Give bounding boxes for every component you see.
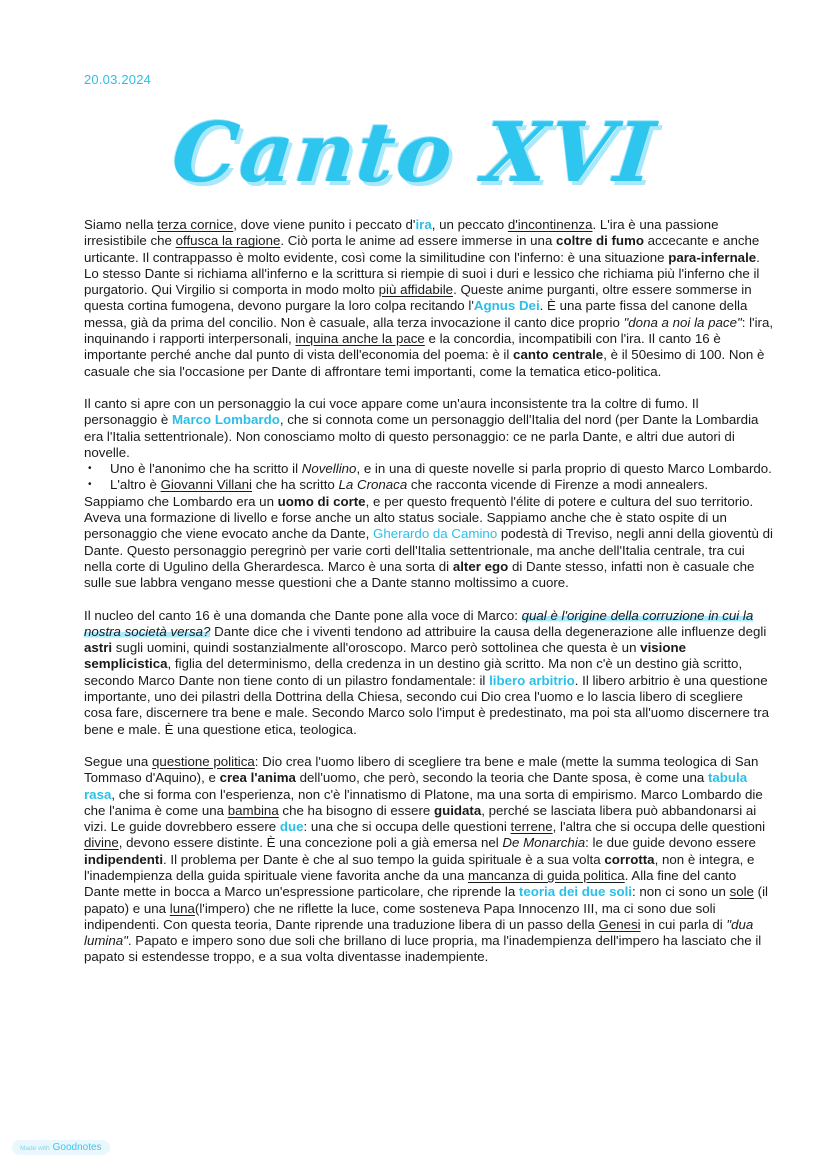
highlighted-question: qual è l'origine della corruzione in cui la nostra società versa? — [84, 607, 754, 639]
text: . Lo stesso Dante si richiama all'inferno e la scrittura si riempie di suoi i duri e lessico che richiama più l'inferno che il purgatorio. Qui Virgilio si comporta in modo molto — [84, 249, 760, 298]
goodnotes-brand: Goodnotes — [52, 1142, 102, 1153]
text: Siamo nella — [84, 217, 158, 232]
text: accecante e anche urticante. Il contrappasso è molto evidente, così come la similitudine con l'inferno: è una situazione — [84, 233, 760, 265]
bold-visione: visione semplicistica — [84, 640, 686, 672]
text: (l'impero) che ne riflette la luce, come sosteneva Papa Innocenzo III, ma ci sono due soli indipendenti. Con questa teoria, Dante riprende una traduzione libera di un passo della — [84, 900, 716, 932]
text: che ha scritto — [252, 477, 339, 493]
text: . L'ira è una passione irresistibile che — [84, 217, 719, 249]
text: Uno è l'anonimo che ha scritto il — [110, 461, 302, 477]
text: , un peccato — [431, 217, 508, 232]
text: che ha bisogno di essere — [278, 802, 434, 818]
text: e la concordia, incompatibili con l'ira. Il canto 16 è importante perché anche dal punto di vista dell'economia del poema: è il — [84, 331, 721, 363]
keyword-marco-lombardo: Marco Lombardo — [171, 412, 280, 428]
underline-genesi: Genesi — [598, 916, 641, 932]
bullet-list — [84, 461, 774, 494]
spacer — [84, 592, 774, 608]
quote-dona-pace: "dona a noi la pace" — [623, 314, 742, 330]
spacer — [84, 380, 774, 396]
bold-alter-ego: alter ego — [452, 558, 509, 574]
underline-inquina: inquina anche la pace — [295, 331, 425, 347]
goodnotes-badge — [12, 1140, 110, 1155]
list-item — [84, 477, 774, 493]
title-area — [0, 98, 828, 208]
text: , non è integra, e l'inadempienza della guida spirituale viene favorita anche da una — [84, 851, 755, 883]
text: sugli uomini, quindi sostanzialmente all'oroscopo. Marco però sottolinea che questa è un — [112, 640, 641, 656]
text: , l'altra che si occupa delle questioni — [552, 819, 766, 835]
text: . Queste anime purganti, oltre essere sommerse in questa cortina fumogena, devono purgare la loro colpa recitando l' — [84, 282, 752, 314]
text: : le due guide devono essere — [585, 835, 756, 851]
text: che racconta vicende di Firenze a modi annealers. — [407, 477, 709, 493]
underline-questione-politica: questione politica — [152, 753, 255, 769]
underline-affidabile: più affidabile — [378, 282, 454, 298]
made-with-label: Made with — [20, 1145, 50, 1152]
list-item — [84, 461, 774, 477]
bold-coltre-di-fumo: coltre di fumo — [556, 233, 644, 249]
text: , che si connota come un personaggio dell'Italia del nord (per Dante la Lombardia era l'Italia settentrionale). Non conosciamo molto di questo personaggio: ce ne parla Dante, e altri due autori di novelle. — [84, 412, 759, 460]
note-date: 20.03.2024 — [84, 72, 152, 87]
bold-uomo-di-corte: uomo di corte — [277, 493, 366, 509]
bold-crea-anima: crea l'anima — [219, 770, 296, 786]
text: , devono essere distinte. È una concezione poli a già emersa nel — [118, 835, 503, 851]
quote-dua-lumina: "dua lumina" — [84, 916, 754, 949]
underline-luna: luna — [169, 900, 195, 916]
keyword-teoria-due-soli: teoria dei due soli — [518, 884, 632, 900]
italic-novellino: Novellino — [301, 461, 357, 477]
bold-guidata: guidata — [433, 802, 482, 818]
text: L'altro è — [110, 477, 161, 493]
bold-indipendenti: indipendenti — [84, 851, 164, 867]
text: : una che si occupa delle questioni — [303, 819, 511, 835]
text: , e in una di queste novelle si parla proprio di questo Marco Lombardo. — [356, 461, 772, 477]
paragraph-politica — [84, 754, 774, 966]
keyword-gherardo: Gherardo da Camino — [373, 526, 498, 542]
underline-sole: sole — [729, 884, 754, 900]
keyword-due: due — [279, 819, 304, 835]
italic-cronaca: La Cronaca — [338, 477, 408, 493]
text: . Il libero arbitrio è una questione importante, uno dei pilastri della Dottrina della Chiesa, secondo cui Dio crea l'uomo e lo lascia libero di scegliere cosa fare, discernere tra bene e male. Secondo Marco solo l'imput è predestinato, ma poi sta all'uomo discernere tra bene e male. È una questione etica, teologica. — [84, 672, 770, 737]
text: Il nucleo del canto 16 è una domanda che Dante pone alla voce di Marco: — [84, 607, 522, 623]
underline-offusca: offusca la ragione — [175, 233, 281, 249]
keyword-agnus-dei: Agnus Dei — [473, 298, 540, 314]
text: (il papato) e una — [84, 884, 768, 916]
bold-astri: astri — [84, 640, 113, 656]
text: : non ci sono un — [631, 884, 730, 900]
text: Il canto si apre con un personaggio la cui voce appare come un'aura inconsistente tra la coltre di fumo. Il personaggio è — [84, 395, 699, 428]
text: . Papato e impero sono due soli che brillano di luce propria, ma l'inadempienza dell'impero ha lasciato che il papato si estendesse troppo, e a sua volta diventasse inadempiente. — [84, 933, 762, 965]
paragraph-nucleo — [84, 608, 774, 738]
paragraph-lombardo — [84, 494, 774, 592]
underline-terrene: terrene — [510, 819, 553, 835]
text: podestà di Treviso, negli anni della gioventù di Dante. Questo personaggio peregrinò per varie corti dell'Italia settentrionale, ma anche dell'Italia centrale, tra cui nella corte di Ugulino della Gherardesca. Marco è una sorta di — [84, 526, 773, 574]
bold-corrotta: corrotta — [604, 851, 655, 867]
underline-incontinenza: d'incontinenza — [507, 217, 593, 232]
text: : Dio crea l'uomo libero di scegliere tra bene e male (mette la summa teologica di San Tommaso d'Aquino), e — [84, 753, 759, 786]
bold-para-infernale: para-infernale — [668, 249, 757, 265]
text: , è il 50esimo di 100. Non è casuale che sia l'occasione per Dante di affrontare temi importanti, come la tematica etico-politica. — [84, 347, 765, 379]
text: Dante dice che i viventi tendono ad attribuire la causa della degenerazione alle influenze degli — [210, 623, 767, 639]
text: , che si forma con l'esperienza, non c'è l'innatismo di Platone, ma una sorta di empirismo. Marco Lombardo die che l'anima è come una — [84, 786, 763, 818]
page-title: Canto XVI — [167, 105, 661, 201]
text: . Il problema per Dante è che al suo tempo la guida spirituale è a sua volta — [163, 851, 605, 867]
note-body — [84, 217, 774, 966]
underline-divine: divine — [84, 835, 119, 851]
text: in cui parla di — [640, 916, 727, 932]
underline-villani: Giovanni Villani — [160, 477, 253, 493]
text: . Alla fine del canto Dante mette in bocca a Marco un'espressione particolare, che riprende la — [84, 867, 737, 900]
paragraph-intro — [84, 217, 774, 380]
text: , figlia del determinismo, della credenza in un destino già scritto. Ma non c'è un destino già scritto, secondo Marco Dante non tiene conto di un pilastro fondamentale: il — [84, 656, 743, 688]
bold-canto-centrale: canto centrale — [513, 347, 604, 363]
text: , e per questo frequentò l'élite di potere e cultura del suo territorio. Aveva una formazione di livello e forse anche un alto status sociale. Sappiamo anche che è stato ospite di un personaggio che viene evocato anche da Dante, — [84, 493, 754, 542]
text: : l'ira, inquinando i rapporti interpersonali, — [84, 314, 774, 347]
text: . È una parte fissa del canone della messa, già da prima del concilio. Non è casuale, alla terza invocazione il canto dice proprio — [84, 298, 748, 330]
underline-bambina: bambina — [227, 802, 279, 818]
keyword-ira: ira — [415, 217, 432, 232]
underline-mancanza-guida: mancanza di guida politica — [467, 867, 625, 883]
text: , dove viene punito i peccato d' — [233, 217, 416, 232]
keyword-tabula-rasa: tabula rasa — [84, 770, 748, 802]
text: , perché se lasciata libera può abbandonarsi ai vizi. Le guide dovrebbero essere — [84, 802, 757, 835]
text: dell'uomo, che però, secondo la teoria che Dante sposa, è come una — [295, 770, 708, 786]
text: di Dante stesso, infatti non è casuale che sulle sue labbra vengano messe questioni che a Dante stanno moltissimo a cuore. — [84, 558, 755, 591]
paragraph-marco — [84, 396, 774, 461]
text: Sappiamo che Lombardo era un — [84, 493, 278, 509]
spacer — [84, 738, 774, 754]
text: Segue una — [84, 753, 153, 769]
italic-de-monarchia: De Monarchia — [502, 835, 586, 851]
text: . Ciò porta le anime ad essere immerse in una — [280, 233, 557, 249]
keyword-libero-arbitrio: libero arbitrio — [489, 672, 575, 688]
underline-terza-cornice: terza cornice — [157, 217, 234, 232]
